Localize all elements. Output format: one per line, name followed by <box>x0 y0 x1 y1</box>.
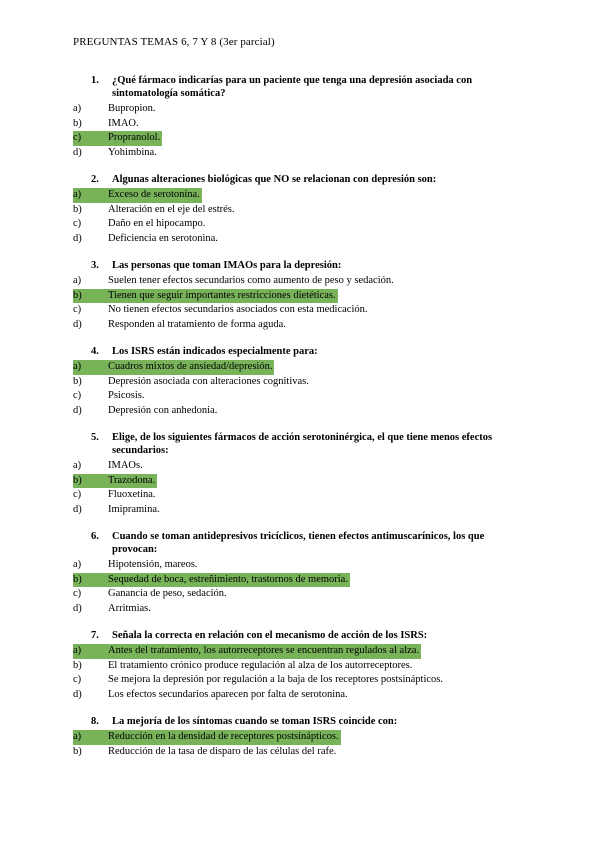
option-text: IMAOs. <box>108 460 143 471</box>
option-correct-answer <box>73 289 513 304</box>
option-text: Reducción de la tasa de disparo de las células del rafe. <box>108 745 337 757</box>
option-item <box>73 673 513 688</box>
option-content <box>73 117 141 132</box>
option-letter: d) <box>73 318 82 330</box>
option-list <box>73 102 513 160</box>
option-letter: c) <box>73 674 82 685</box>
option-list <box>73 274 513 332</box>
option-list <box>73 558 513 616</box>
option-content <box>73 745 338 760</box>
option-content <box>73 318 288 333</box>
question-number: 5. <box>91 432 99 443</box>
answer-highlight <box>73 360 274 375</box>
option-letter: d) <box>73 503 82 515</box>
question-text: Los ISRS están indicados especialmente para: <box>112 346 318 357</box>
option-content <box>73 673 445 688</box>
option-item <box>73 146 513 161</box>
option-correct-answer <box>73 360 513 375</box>
option-list <box>73 644 513 702</box>
question-text: Señala la correcta en relación con el mecanismo de acción de los ISRS: <box>112 630 428 641</box>
option-letter: a) <box>73 103 82 114</box>
question-4 <box>73 345 513 418</box>
option-item <box>73 232 513 247</box>
option-text: Deficiencia en serotonina. <box>108 232 218 244</box>
option-correct-answer <box>73 573 513 588</box>
question-text: Cuando se toman antidepresivos tricíclicos, tienen efectos antimuscarínicos, los que provocan: <box>112 531 485 555</box>
option-item <box>73 459 513 474</box>
question-text: La mejoría de los síntomas cuando se toman ISRS coincide con: <box>112 716 398 727</box>
question-number: 6. <box>91 531 99 542</box>
question-number: 8. <box>91 716 99 727</box>
option-content <box>73 404 219 419</box>
option-content <box>73 232 220 247</box>
option-item <box>73 102 513 117</box>
option-text: Se mejora la depresión por regulación a la baja de los receptores postsinápticos. <box>108 674 444 685</box>
option-content <box>73 102 158 117</box>
option-item <box>73 659 513 674</box>
option-content <box>73 303 370 318</box>
question-heading <box>73 259 513 272</box>
option-text: Responden al tratamiento de forma aguda. <box>108 318 286 330</box>
option-text: El tratamiento crónico produce regulación al alza de los autorreceptores. <box>108 659 413 671</box>
option-text: Propranolol. <box>108 132 161 143</box>
question-number: 1. <box>91 75 99 86</box>
question-text: Elige, de los siguientes fármacos de acción serotoninérgica, el que tiene menos efectos secundarios: <box>112 432 493 456</box>
question-heading <box>73 530 513 556</box>
option-content <box>73 274 396 289</box>
option-item <box>73 375 513 390</box>
option-content <box>73 558 200 573</box>
question-text: Las personas que toman IMAOs para la depresión: <box>112 260 342 271</box>
question-heading <box>73 173 513 186</box>
option-content <box>73 659 414 674</box>
option-text: Depresión asociada con alteraciones cognitivas. <box>108 375 309 387</box>
question-number: 4. <box>91 346 99 357</box>
option-letter: a) <box>73 645 82 656</box>
question-7 <box>73 629 513 702</box>
option-item <box>73 558 513 573</box>
question-3 <box>73 259 513 332</box>
option-text: Hipotensión, mareos. <box>108 559 198 570</box>
option-list <box>73 730 513 759</box>
document-title: PREGUNTAS TEMAS 6, 7 Y 8 (3er parcial) <box>73 36 275 48</box>
option-letter: d) <box>73 688 82 700</box>
option-letter: b) <box>73 573 82 585</box>
option-item <box>73 745 513 760</box>
option-item <box>73 587 513 602</box>
question-5 <box>73 431 513 517</box>
option-letter: b) <box>73 659 82 671</box>
option-text: Trazodona. <box>108 474 156 486</box>
option-letter: a) <box>73 361 82 372</box>
option-content <box>73 488 158 503</box>
answer-highlight <box>73 644 421 659</box>
option-letter: c) <box>73 489 82 500</box>
question-1 <box>73 74 513 160</box>
answer-highlight <box>73 188 202 203</box>
option-letter: c) <box>73 132 82 143</box>
question-heading <box>73 629 513 642</box>
option-correct-answer <box>73 644 513 659</box>
option-text: Exceso de serotonina. <box>108 189 200 200</box>
option-letter: a) <box>73 275 82 286</box>
option-list <box>73 360 513 418</box>
option-correct-answer <box>73 131 513 146</box>
option-letter: b) <box>73 474 82 486</box>
option-content <box>73 503 162 518</box>
option-letter: a) <box>73 731 82 742</box>
question-heading <box>73 74 513 100</box>
option-text: Alteración en el eje del estrés. <box>108 203 235 215</box>
option-text: Daño en el hipocampo. <box>108 218 206 229</box>
option-letter: b) <box>73 375 82 387</box>
question-heading <box>73 715 513 728</box>
option-letter: c) <box>73 588 82 599</box>
option-item <box>73 688 513 703</box>
option-text: Depresión con anhedonia. <box>108 404 218 416</box>
question-text: Algunas alteraciones biológicas que NO se relacionan con depresión son: <box>112 174 437 185</box>
option-text: Sequedad de boca, estreñimiento, trastornos de memoria. <box>108 573 348 585</box>
answer-highlight <box>73 573 350 588</box>
option-letter: d) <box>73 404 82 416</box>
option-text: Suelen tener efectos secundarios como aumento de peso y sedación. <box>108 275 394 286</box>
option-text: Fluoxetina. <box>108 489 156 500</box>
option-letter: c) <box>73 304 82 315</box>
option-letter: a) <box>73 189 82 200</box>
option-list <box>73 188 513 246</box>
question-list <box>73 74 513 772</box>
option-letter: a) <box>73 559 82 570</box>
option-text: No tienen efectos secundarios asociados con esta medicación. <box>108 304 368 315</box>
option-item <box>73 602 513 617</box>
question-number: 2. <box>91 174 99 185</box>
option-letter: c) <box>73 218 82 229</box>
option-item <box>73 274 513 289</box>
option-content <box>73 146 159 161</box>
option-content <box>73 688 350 703</box>
question-2 <box>73 173 513 246</box>
option-text: Antes del tratamiento, los autorreceptores se encuentran regulados al alza. <box>108 645 420 656</box>
answer-highlight <box>73 131 162 146</box>
option-item <box>73 318 513 333</box>
option-item <box>73 488 513 503</box>
option-letter: b) <box>73 745 82 757</box>
option-list <box>73 459 513 517</box>
option-text: Los efectos secundarios aparecen por falta de serotonina. <box>108 688 348 700</box>
option-text: Yohimbina. <box>108 146 157 158</box>
option-content <box>73 587 229 602</box>
question-text: ¿Qué fármaco indicarías para un paciente que tenga una depresión asociada con sintomatología somática? <box>112 75 473 99</box>
option-correct-answer <box>73 730 513 745</box>
answer-highlight <box>73 289 338 304</box>
question-number: 3. <box>91 260 99 271</box>
option-text: Imipramina. <box>108 503 160 515</box>
option-content <box>73 203 237 218</box>
question-heading <box>73 345 513 358</box>
option-item <box>73 389 513 404</box>
option-letter: b) <box>73 117 82 129</box>
option-item <box>73 303 513 318</box>
option-letter: d) <box>73 602 82 614</box>
option-letter: b) <box>73 289 82 301</box>
option-item <box>73 117 513 132</box>
question-6 <box>73 530 513 616</box>
option-letter: d) <box>73 146 82 158</box>
question-heading <box>73 431 513 457</box>
option-item <box>73 503 513 518</box>
option-text: Bupropion. <box>108 103 156 114</box>
question-number: 7. <box>91 630 99 641</box>
option-text: Ganancia de peso, sedación. <box>108 588 227 599</box>
option-item <box>73 203 513 218</box>
question-8 <box>73 715 513 759</box>
option-text: Cuadros mixtos de ansiedad/depresión. <box>108 361 273 372</box>
option-content <box>73 375 311 390</box>
option-text: Psicosis. <box>108 390 145 401</box>
answer-highlight <box>73 730 341 745</box>
option-content <box>73 389 146 404</box>
option-text: Reducción en la densidad de receptores postsinápticos. <box>108 731 339 742</box>
option-correct-answer <box>73 188 513 203</box>
option-letter: c) <box>73 390 82 401</box>
option-letter: a) <box>73 460 82 471</box>
option-letter: d) <box>73 232 82 244</box>
option-content <box>73 217 207 232</box>
option-item <box>73 217 513 232</box>
option-text: Tienen que seguir importantes restricciones dietéticas. <box>108 289 336 301</box>
option-text: IMAO. <box>108 117 139 129</box>
answer-highlight <box>73 474 157 489</box>
option-content <box>73 459 145 474</box>
option-correct-answer <box>73 474 513 489</box>
option-letter: b) <box>73 203 82 215</box>
option-content <box>73 602 153 617</box>
option-text: Arritmias. <box>108 602 151 614</box>
option-item <box>73 404 513 419</box>
